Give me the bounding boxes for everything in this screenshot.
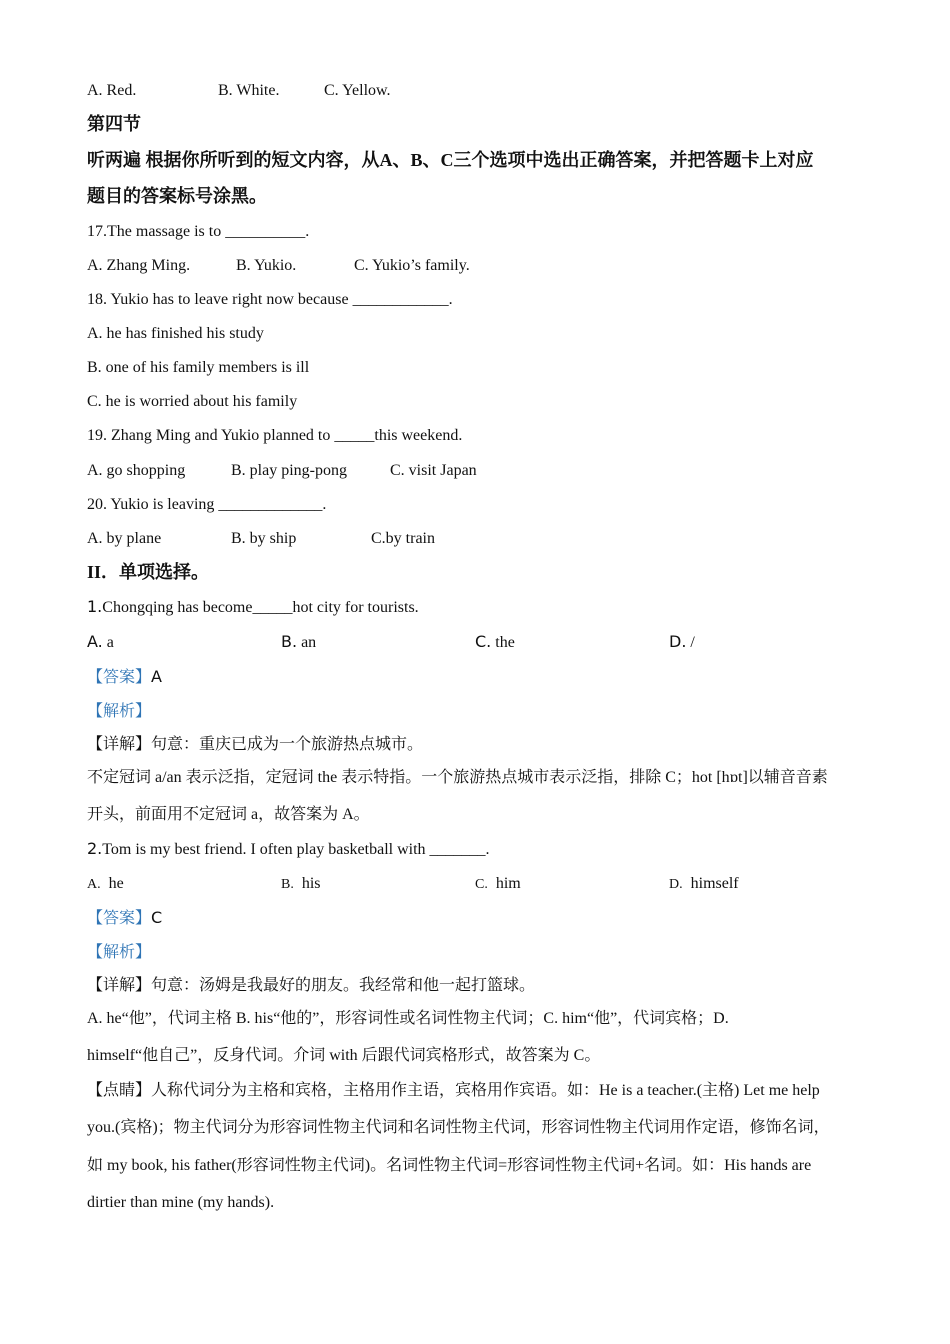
q20-option-c: C.by train (371, 530, 435, 547)
q18-option-c: C. he is worried about his family (87, 393, 298, 410)
answer-label: 【答案】 (87, 910, 152, 927)
p2-q1-option-c: C. the (475, 632, 515, 651)
p2-q1-answer (87, 667, 162, 688)
p2-q1-stem: Chongqing has become_____hot city for tourists. (102, 599, 419, 616)
p2-q1-explanation-line1: 不定冠词 a/an 表示泛指，定冠词 the 表示特指。一个旅游热点城市表示泛指，排除 C；hot [hɒt]以辅音音素 (87, 769, 828, 786)
q16-options (87, 81, 391, 101)
p2-q1-option-a: A. a (87, 632, 114, 651)
q20-option-b: B. by ship (231, 530, 297, 547)
p2-q2-answer (87, 908, 162, 929)
p2-q2-stem: Tom is my best friend. I often play basketball with _______. (102, 841, 490, 858)
p2-q1-stem-line (87, 597, 419, 618)
q16-option-a: A. Red. (87, 82, 137, 99)
q17-stem: 17.The massage is to __________. (87, 223, 310, 240)
p2-q2-analysis-label: 【解析】 (87, 944, 152, 961)
p2-q2-option-c: C. him (475, 875, 521, 892)
q17-option-b: B. Yukio. (236, 257, 297, 274)
q16-option-c: C. Yellow. (324, 82, 391, 99)
p2-q2-option-d: D. himself (669, 875, 739, 892)
p2-q2-option-a: A. he (87, 875, 124, 892)
q20-option-a: A. by plane (87, 530, 162, 547)
p2-q2-tip-line1: 【点睛】人称代词分为主格和宾格，主格用作主语，宾格用作宾语。如：He is a teacher.(主格) Let me help (87, 1082, 820, 1099)
section-title: 第四节 (87, 114, 141, 134)
q19-options (87, 461, 477, 481)
part2-title: II．单项选择。 (87, 562, 210, 582)
q17-option-a: A. Zhang Ming. (87, 257, 191, 274)
section-instruction-line1: 听两遍 根据你所听到的短文内容，从A、B、C三个选项中选出正确答案，并把答题卡上对应 (87, 150, 814, 170)
p2-q2-explanation-line1: A. he“他”，代词主格 B. his“他的”，形容词性或名词性物主代词；C. him“他”，代词宾格；D. (87, 1010, 729, 1027)
q20-stem: 20. Yukio is leaving _____________. (87, 496, 327, 513)
p2-q2-stem-line (87, 839, 490, 860)
p2-q2-detail: 【详解】句意：汤姆是我最好的朋友。我经常和他一起打篮球。 (87, 977, 536, 994)
q19-option-b: B. play ping-pong (231, 462, 347, 479)
q19-option-a: A. go shopping (87, 462, 186, 479)
p2-q2-tip-line3: 如 my book, his father(形容词性物主代词)。名词性物主代词=形容词性物主代词+名词。如：His hands are (87, 1157, 812, 1174)
p2-q2-tip-line4: dirtier than mine (my hands). (87, 1194, 275, 1211)
q18-stem: 18. Yukio has to leave right now because ____________. (87, 291, 453, 308)
q17-option-c: C. Yukio’s family. (354, 257, 470, 274)
answer-value: C (151, 908, 163, 927)
p2-q1-analysis-label: 【解析】 (87, 703, 152, 720)
p2-q2-number: 2. (87, 839, 103, 858)
q19-option-c: C. visit Japan (390, 462, 477, 479)
q18-option-b: B. one of his family members is ill (87, 359, 310, 376)
q19-stem: 19. Zhang Ming and Yukio planned to _____this weekend. (87, 427, 463, 444)
p2-q1-option-d: D. / (669, 632, 695, 651)
q18-option-a: A. he has finished his study (87, 325, 264, 342)
p2-q2-explanation-line2: himself“他自己”，反身代词。介词 with 后跟代词宾格形式，故答案为 C。 (87, 1047, 601, 1064)
p2-q2-option-b: B. his (281, 875, 321, 892)
q20-options (87, 529, 435, 549)
section-instruction-line2: 题目的答案标号涂黑。 (87, 186, 267, 206)
p2-q1-options (87, 632, 695, 653)
p2-q1-number: 1. (87, 597, 103, 616)
q16-option-b: B. White. (218, 82, 280, 99)
p2-q2-tip-line2: you.(宾格)；物主代词分为形容词性物主代词和名词性物主代词，形容词性物主代词用作定语，修饰名词， (87, 1119, 830, 1136)
answer-value: A (151, 667, 162, 686)
answer-label: 【答案】 (87, 669, 152, 686)
p2-q2-options (87, 874, 739, 895)
p2-q1-explanation-line2: 开头，前面用不定冠词 a，故答案为 A。 (87, 806, 370, 823)
q17-options (87, 256, 470, 276)
p2-q1-detail: 【详解】句意：重庆已成为一个旅游热点城市。 (87, 736, 424, 753)
p2-q1-option-b: B. an (281, 632, 317, 651)
